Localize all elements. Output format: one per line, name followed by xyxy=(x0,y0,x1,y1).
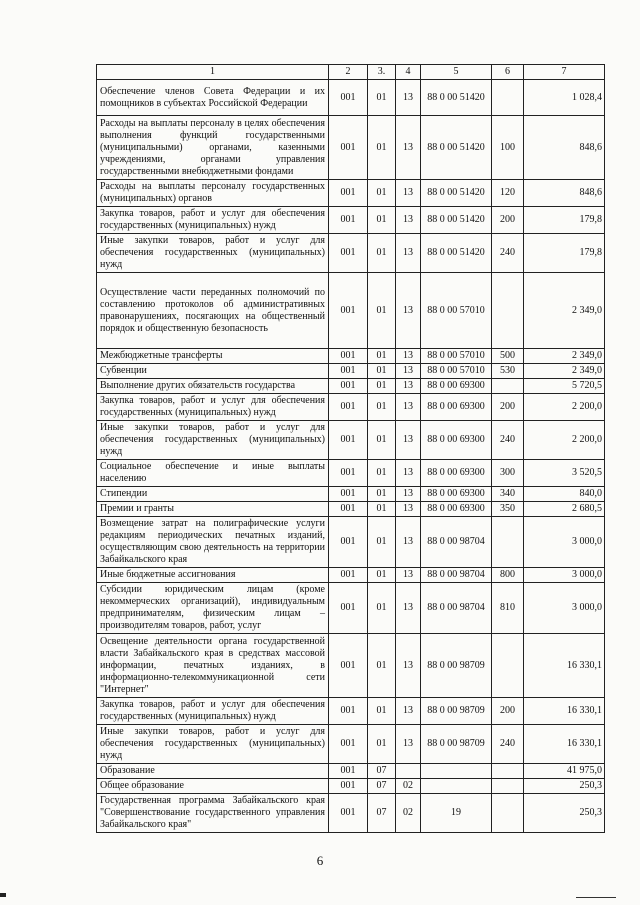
cell-col-7: 41 975,0 xyxy=(524,764,605,779)
cell-col-2: 001 xyxy=(329,180,368,207)
cell-col-5: 88 0 00 98704 xyxy=(421,517,492,568)
cell-name: Расходы на выплаты персоналу в целях обеспечения выполнения функций государственными (муниципальными) органами, казенными учреждениями, органами управления государственными внебюджетными фондами xyxy=(97,116,329,180)
cell-col-2: 001 xyxy=(329,394,368,421)
cell-name: Премии и гранты xyxy=(97,502,329,517)
cell-col-6: 240 xyxy=(492,234,524,273)
cell-name: Иные закупки товаров, работ и услуг для обеспечения государственных (муниципальных) нужд xyxy=(97,421,329,460)
cell-name: Общее образование xyxy=(97,779,329,794)
cell-col-3: 07 xyxy=(368,779,396,794)
cell-col-5: 88 0 00 69300 xyxy=(421,487,492,502)
cell-col-2: 001 xyxy=(329,583,368,634)
table-row xyxy=(97,394,605,421)
table-row xyxy=(97,379,605,394)
table-row xyxy=(97,634,605,698)
cell-col-4: 13 xyxy=(396,568,421,583)
cell-col-7: 179,8 xyxy=(524,234,605,273)
cell-col-7: 250,3 xyxy=(524,779,605,794)
cell-col-7: 3 000,0 xyxy=(524,568,605,583)
cell-col-5: 19 xyxy=(421,794,492,833)
cell-col-4 xyxy=(396,764,421,779)
cell-col-2: 001 xyxy=(329,794,368,833)
cell-name: Обеспечение членов Совета Федерации и их помощников в субъектах Российской Федерации xyxy=(97,80,329,116)
cell-name: Социальное обеспечение и иные выплаты населению xyxy=(97,460,329,487)
cell-col-4: 13 xyxy=(396,80,421,116)
cell-name: Закупка товаров, работ и услуг для обеспечения государственных (муниципальных) нужд xyxy=(97,394,329,421)
table-row xyxy=(97,207,605,234)
cell-col-6: 500 xyxy=(492,349,524,364)
cell-col-2: 001 xyxy=(329,273,368,349)
header-col-6: 6 xyxy=(492,65,524,80)
cell-col-6 xyxy=(492,379,524,394)
cell-col-7: 2 200,0 xyxy=(524,394,605,421)
cell-col-3: 01 xyxy=(368,116,396,180)
cell-col-7: 2 349,0 xyxy=(524,349,605,364)
cell-col-3: 01 xyxy=(368,725,396,764)
cell-col-6: 530 xyxy=(492,364,524,379)
cell-col-3: 01 xyxy=(368,487,396,502)
cell-col-2: 001 xyxy=(329,779,368,794)
cell-col-3: 01 xyxy=(368,517,396,568)
cell-col-5: 88 0 00 51420 xyxy=(421,207,492,234)
table-row xyxy=(97,234,605,273)
cell-col-2: 001 xyxy=(329,517,368,568)
cell-col-5: 88 0 00 98709 xyxy=(421,725,492,764)
cell-col-3: 01 xyxy=(368,273,396,349)
table-row xyxy=(97,502,605,517)
cell-name: Государственная программа Забайкальского края "Совершенствование государственного управления Забайкальского края" xyxy=(97,794,329,833)
cell-col-7: 16 330,1 xyxy=(524,698,605,725)
cell-col-5: 88 0 00 98704 xyxy=(421,583,492,634)
cell-col-5: 88 0 00 57010 xyxy=(421,364,492,379)
cell-col-6: 200 xyxy=(492,698,524,725)
cell-name: Субсидии юридическим лицам (кроме некоммерческих организаций), индивидуальным предпринимателям, физическим лицам – производителям товаров, работ, услуг xyxy=(97,583,329,634)
table-row xyxy=(97,460,605,487)
cell-col-5: 88 0 00 57010 xyxy=(421,349,492,364)
cell-col-3: 01 xyxy=(368,583,396,634)
cell-col-6 xyxy=(492,273,524,349)
cell-name: Иные бюджетные ассигнования xyxy=(97,568,329,583)
cell-name: Выполнение других обязательств государства xyxy=(97,379,329,394)
table-row xyxy=(97,80,605,116)
table-row xyxy=(97,698,605,725)
page-number: 6 xyxy=(316,853,324,868)
cell-col-3: 07 xyxy=(368,794,396,833)
cell-col-5 xyxy=(421,764,492,779)
cell-name: Возмещение затрат на полиграфические услуги редакциям периодических печатных изданий, осуществляющим свою деятельность на территории Забайкальского края xyxy=(97,517,329,568)
cell-col-2: 001 xyxy=(329,568,368,583)
cell-name: Стипендии xyxy=(97,487,329,502)
margin-mark-right xyxy=(576,897,616,898)
cell-col-6: 100 xyxy=(492,116,524,180)
cell-col-2: 001 xyxy=(329,502,368,517)
cell-col-5: 88 0 00 51420 xyxy=(421,180,492,207)
cell-name: Закупка товаров, работ и услуг для обеспечения государственных (муниципальных) нужд xyxy=(97,207,329,234)
cell-col-4: 13 xyxy=(396,634,421,698)
cell-col-3: 01 xyxy=(368,207,396,234)
cell-col-3: 01 xyxy=(368,180,396,207)
cell-col-4: 13 xyxy=(396,502,421,517)
header-col-4: 4 xyxy=(396,65,421,80)
cell-col-7: 840,0 xyxy=(524,487,605,502)
cell-col-4: 13 xyxy=(396,487,421,502)
header-row xyxy=(97,65,605,80)
table-row xyxy=(97,273,605,349)
cell-col-2: 001 xyxy=(329,116,368,180)
budget-table xyxy=(96,64,605,833)
cell-name: Иные закупки товаров, работ и услуг для обеспечения государственных (муниципальных) нужд xyxy=(97,234,329,273)
cell-col-6 xyxy=(492,634,524,698)
cell-col-2: 001 xyxy=(329,207,368,234)
cell-col-4: 13 xyxy=(396,180,421,207)
cell-col-4: 13 xyxy=(396,725,421,764)
cell-col-5: 88 0 00 51420 xyxy=(421,234,492,273)
cell-col-5: 88 0 00 69300 xyxy=(421,421,492,460)
cell-col-2: 001 xyxy=(329,364,368,379)
table-row xyxy=(97,421,605,460)
cell-col-3: 01 xyxy=(368,349,396,364)
cell-col-2: 001 xyxy=(329,460,368,487)
cell-col-5: 88 0 00 69300 xyxy=(421,502,492,517)
cell-col-6 xyxy=(492,517,524,568)
cell-col-5: 88 0 00 51420 xyxy=(421,80,492,116)
cell-col-3: 01 xyxy=(368,379,396,394)
table-row xyxy=(97,349,605,364)
cell-col-7: 2 349,0 xyxy=(524,273,605,349)
cell-col-6: 810 xyxy=(492,583,524,634)
cell-col-3: 01 xyxy=(368,364,396,379)
cell-col-6 xyxy=(492,779,524,794)
cell-col-4: 13 xyxy=(396,273,421,349)
cell-col-6: 120 xyxy=(492,180,524,207)
header-col-7: 7 xyxy=(524,65,605,80)
cell-col-4: 13 xyxy=(396,517,421,568)
cell-col-6: 800 xyxy=(492,568,524,583)
cell-col-7: 2 680,5 xyxy=(524,502,605,517)
cell-col-2: 001 xyxy=(329,80,368,116)
cell-col-5: 88 0 00 51420 xyxy=(421,116,492,180)
cell-col-7: 5 720,5 xyxy=(524,379,605,394)
cell-col-5: 88 0 00 69300 xyxy=(421,394,492,421)
cell-name: Иные закупки товаров, работ и услуг для обеспечения государственных (муниципальных) нужд xyxy=(97,725,329,764)
cell-col-2: 001 xyxy=(329,698,368,725)
cell-col-5: 88 0 00 98709 xyxy=(421,698,492,725)
cell-col-4: 13 xyxy=(396,207,421,234)
cell-col-5: 88 0 00 69300 xyxy=(421,379,492,394)
cell-col-2: 001 xyxy=(329,764,368,779)
table-row xyxy=(97,583,605,634)
cell-col-7: 3 000,0 xyxy=(524,583,605,634)
cell-name: Освещение деятельности органа государственной власти Забайкальского края в средствах массовой информации, печатных изданиях, в информационно-телекоммуникационной сети "Интернет" xyxy=(97,634,329,698)
margin-mark-left xyxy=(0,893,6,897)
table-row xyxy=(97,364,605,379)
cell-col-4: 13 xyxy=(396,349,421,364)
cell-col-3: 01 xyxy=(368,502,396,517)
cell-col-7: 1 028,4 xyxy=(524,80,605,116)
cell-col-5: 88 0 00 98704 xyxy=(421,568,492,583)
cell-col-2: 001 xyxy=(329,234,368,273)
cell-col-4: 13 xyxy=(396,460,421,487)
cell-col-7: 848,6 xyxy=(524,116,605,180)
cell-col-3: 01 xyxy=(368,460,396,487)
cell-col-3: 07 xyxy=(368,764,396,779)
table-row xyxy=(97,779,605,794)
cell-col-6: 240 xyxy=(492,421,524,460)
cell-col-2: 001 xyxy=(329,421,368,460)
cell-name: Осуществление части переданных полномочий по составлению протоколов об административных правонарушениях, посягающих на общественный порядок и общественную безопасность xyxy=(97,273,329,349)
cell-col-4: 13 xyxy=(396,364,421,379)
cell-col-4: 13 xyxy=(396,394,421,421)
cell-col-7: 16 330,1 xyxy=(524,725,605,764)
cell-name: Межбюджетные трансферты xyxy=(97,349,329,364)
cell-col-7: 2 349,0 xyxy=(524,364,605,379)
cell-col-6: 240 xyxy=(492,725,524,764)
cell-col-6 xyxy=(492,794,524,833)
cell-col-7: 179,8 xyxy=(524,207,605,234)
cell-col-5: 88 0 00 57010 xyxy=(421,273,492,349)
cell-col-6: 350 xyxy=(492,502,524,517)
cell-col-7: 16 330,1 xyxy=(524,634,605,698)
cell-col-4: 13 xyxy=(396,234,421,273)
cell-col-2: 001 xyxy=(329,379,368,394)
cell-col-4: 13 xyxy=(396,421,421,460)
cell-col-2: 001 xyxy=(329,349,368,364)
cell-col-6: 300 xyxy=(492,460,524,487)
cell-col-6: 340 xyxy=(492,487,524,502)
cell-col-3: 01 xyxy=(368,698,396,725)
table-row xyxy=(97,116,605,180)
cell-col-2: 001 xyxy=(329,487,368,502)
cell-col-3: 01 xyxy=(368,634,396,698)
cell-col-2: 001 xyxy=(329,725,368,764)
header-col-2: 2 xyxy=(329,65,368,80)
cell-col-6 xyxy=(492,80,524,116)
cell-name: Образование xyxy=(97,764,329,779)
cell-col-5: 88 0 00 98709 xyxy=(421,634,492,698)
cell-col-3: 01 xyxy=(368,394,396,421)
cell-col-7: 2 200,0 xyxy=(524,421,605,460)
cell-col-4: 13 xyxy=(396,583,421,634)
table-row xyxy=(97,568,605,583)
cell-col-7: 250,3 xyxy=(524,794,605,833)
cell-col-4: 02 xyxy=(396,794,421,833)
cell-col-4: 13 xyxy=(396,116,421,180)
cell-col-5: 88 0 00 69300 xyxy=(421,460,492,487)
cell-col-7: 848,6 xyxy=(524,180,605,207)
cell-col-3: 01 xyxy=(368,568,396,583)
header-col-3: 3. xyxy=(368,65,396,80)
header-col-5: 5 xyxy=(421,65,492,80)
table-row xyxy=(97,487,605,502)
cell-col-6 xyxy=(492,764,524,779)
cell-col-5 xyxy=(421,779,492,794)
cell-col-4: 02 xyxy=(396,779,421,794)
cell-name: Субвенции xyxy=(97,364,329,379)
cell-col-6: 200 xyxy=(492,394,524,421)
table-row xyxy=(97,180,605,207)
cell-col-4: 13 xyxy=(396,379,421,394)
cell-name: Расходы на выплаты персоналу государственных (муниципальных) органов xyxy=(97,180,329,207)
table-row xyxy=(97,517,605,568)
cell-col-2: 001 xyxy=(329,634,368,698)
cell-col-4: 13 xyxy=(396,698,421,725)
cell-col-3: 01 xyxy=(368,80,396,116)
cell-name: Закупка товаров, работ и услуг для обеспечения государственных (муниципальных) нужд xyxy=(97,698,329,725)
cell-col-7: 3 520,5 xyxy=(524,460,605,487)
cell-col-3: 01 xyxy=(368,421,396,460)
table-row xyxy=(97,725,605,764)
table-row xyxy=(97,764,605,779)
cell-col-7: 3 000,0 xyxy=(524,517,605,568)
cell-col-6: 200 xyxy=(492,207,524,234)
header-col-1: 1 xyxy=(97,65,329,80)
cell-col-3: 01 xyxy=(368,234,396,273)
table-row xyxy=(97,794,605,833)
